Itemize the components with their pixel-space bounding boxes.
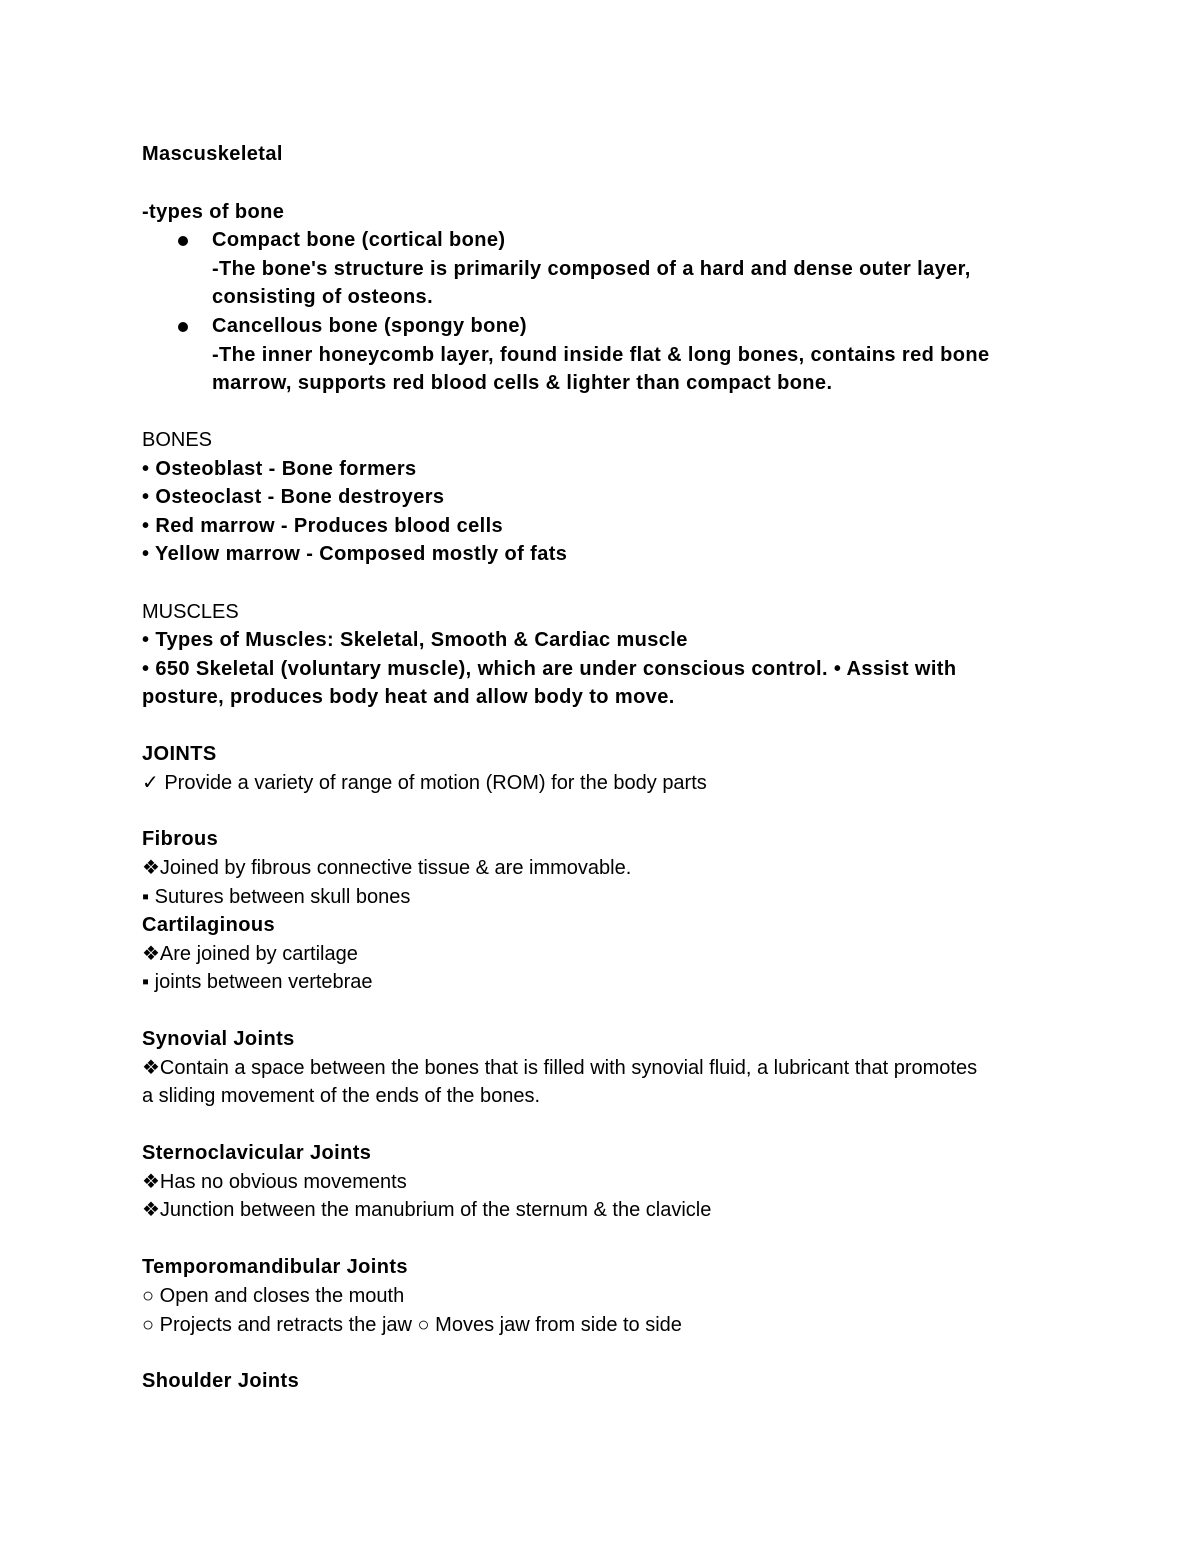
- cartilaginous-line: ❖Are joined by cartilage: [142, 943, 358, 965]
- synovial-heading: Synovial Joints: [142, 1028, 295, 1050]
- shoulder-joints-heading: Shoulder Joints: [142, 1370, 300, 1392]
- synovial-line: a sliding movement of the ends of the bones.: [142, 1085, 541, 1107]
- bones-heading: BONES: [142, 429, 213, 451]
- cancellous-bone-item: Cancellous bone (spongy bone): [212, 315, 527, 337]
- types-of-bone-heading: -types of bone: [142, 201, 285, 223]
- document-title: Mascuskeletal: [142, 143, 283, 165]
- cancellous-bone-desc-line1: -The inner honeycomb layer, found inside flat & long bones, contains red bone: [212, 344, 990, 366]
- temporomandibular-line: ○ Projects and retracts the jaw ○ Moves jaw from side to side: [142, 1314, 682, 1336]
- temporomandibular-line: ○ Open and closes the mouth: [142, 1285, 405, 1307]
- compact-bone-desc-line1: -The bone's structure is primarily composed of a hard and dense outer layer,: [212, 258, 971, 280]
- bones-line: • Osteoblast - Bone formers: [142, 458, 417, 480]
- sternoclavicular-line: ❖Junction between the manubrium of the sternum & the clavicle: [142, 1199, 712, 1221]
- synovial-line: ❖Contain a space between the bones that is filled with synovial fluid, a lubricant that promotes: [142, 1057, 978, 1079]
- bullet-dot-icon: [178, 322, 188, 332]
- compact-bone-desc-line2: consisting of osteons.: [212, 286, 434, 308]
- fibrous-line: ❖Joined by fibrous connective tissue & are immovable.: [142, 857, 632, 879]
- fibrous-line: ▪ Sutures between skull bones: [142, 886, 411, 908]
- cancellous-bone-desc-line2: marrow, supports red blood cells & lighter than compact bone.: [212, 372, 833, 394]
- temporomandibular-heading: Temporomandibular Joints: [142, 1256, 408, 1278]
- muscles-line: • 650 Skeletal (voluntary muscle), which are under conscious control. • Assist with: [142, 658, 957, 680]
- fibrous-heading: Fibrous: [142, 828, 219, 850]
- bullet-dot-icon: [178, 236, 188, 246]
- sternoclavicular-line: ❖Has no obvious movements: [142, 1171, 407, 1193]
- muscles-line: • Types of Muscles: Skeletal, Smooth & Cardiac muscle: [142, 629, 688, 651]
- joints-heading: JOINTS: [142, 743, 217, 765]
- cartilaginous-heading: Cartilaginous: [142, 914, 275, 936]
- muscles-heading: MUSCLES: [142, 601, 239, 623]
- compact-bone-item: Compact bone (cortical bone): [212, 229, 506, 251]
- joints-line: ✓ Provide a variety of range of motion (ROM) for the body parts: [142, 772, 707, 794]
- bones-line: • Osteoclast - Bone destroyers: [142, 486, 445, 508]
- cartilaginous-line: ▪ joints between vertebrae: [142, 971, 373, 993]
- muscles-line: posture, produces body heat and allow body to move.: [142, 686, 675, 708]
- sternoclavicular-heading: Sternoclavicular Joints: [142, 1142, 372, 1164]
- bones-line: • Yellow marrow - Composed mostly of fats: [142, 543, 568, 565]
- bones-line: • Red marrow - Produces blood cells: [142, 515, 504, 537]
